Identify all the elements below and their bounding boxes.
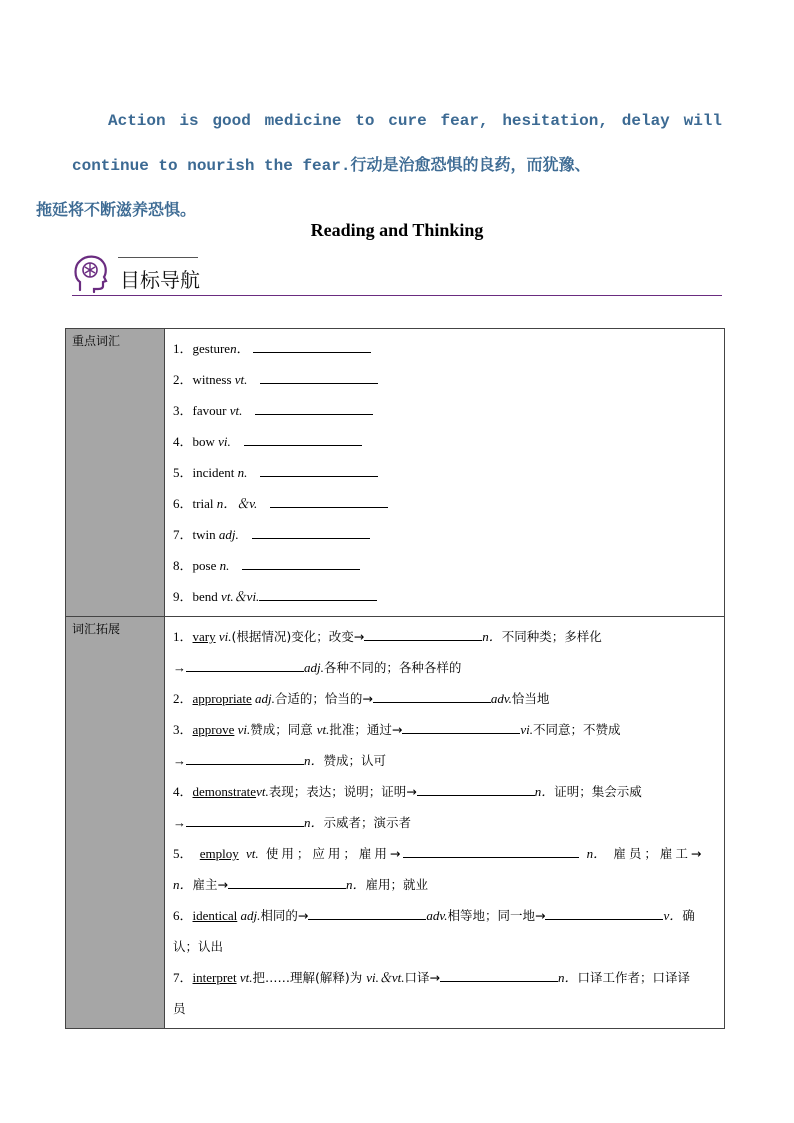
- nav-title: 目标导航: [120, 268, 200, 292]
- answer-blank[interactable]: [186, 814, 304, 827]
- list-item: 6．trial n．＆v.: [173, 488, 716, 519]
- header-rule: [72, 295, 722, 296]
- answer-blank[interactable]: [186, 752, 304, 765]
- list-item: 2．appropriate adj.合适的；恰当的→ adv.恰当地: [173, 691, 550, 706]
- list-item: 9．bend vt.＆vi.: [173, 581, 716, 612]
- answer-blank[interactable]: [253, 340, 371, 353]
- list-item: 3．approve vi.赞成；同意 vt.批准；通过→ vi.不同意；不赞成: [173, 722, 621, 737]
- list-item: 1．gesturen．: [173, 333, 716, 364]
- list-item: 认；认出: [173, 939, 224, 954]
- header-bar: [118, 257, 198, 258]
- answer-blank[interactable]: [244, 433, 362, 446]
- answer-blank[interactable]: [308, 907, 426, 920]
- list-item: 5． employ vt. 使用；应用；雇用→ n． 雇员；雇工→: [173, 846, 705, 861]
- quote-line-2: will continue to nourish the fear.: [72, 112, 722, 175]
- answer-blank[interactable]: [228, 876, 346, 889]
- answer-blank[interactable]: [364, 628, 482, 641]
- vocabulary-table: [65, 328, 725, 1029]
- list-item: n．雇主→ n．雇用；就业: [173, 877, 429, 892]
- key-vocab-list: [165, 329, 725, 617]
- answer-blank[interactable]: [417, 783, 535, 796]
- quote-chinese-b: 拖延将不断滋养恐惧。: [36, 200, 197, 219]
- list-item: 1．vary vi.(根据情况)变化；改变→ n．不同种类；多样化: [173, 629, 602, 644]
- answer-blank[interactable]: [255, 402, 373, 415]
- answer-blank[interactable]: [373, 690, 491, 703]
- list-item: 5．incident n.: [173, 457, 716, 488]
- list-item: 2．witness vt.: [173, 364, 716, 395]
- answer-blank[interactable]: [402, 721, 520, 734]
- category-label: 重点词汇: [66, 329, 165, 617]
- list-item: 7．twin adj.: [173, 519, 716, 550]
- list-item: 7．interpret vt.把……理解(解释)为 vi.＆vt.口译→ n．口译工作者；口译译: [173, 970, 690, 985]
- category-label: 词汇拓展: [66, 617, 165, 1029]
- list-item: → n．示威者；演示者: [173, 815, 412, 830]
- page-title: Reading and Thinking: [310, 220, 484, 240]
- quote-chinese-a: 行动是治愈恐惧的良药，而犹豫、: [350, 155, 591, 174]
- answer-blank[interactable]: [260, 464, 378, 477]
- list-item: 4．bow vi.: [173, 426, 716, 457]
- list-item: 3．favour vt.: [173, 395, 716, 426]
- answer-blank[interactable]: [186, 659, 304, 672]
- vocab-expansion-row: [66, 617, 725, 1029]
- answer-blank[interactable]: [242, 557, 360, 570]
- list-item: → adj.各种不同的；各种各样的: [173, 660, 462, 675]
- answer-blank[interactable]: [260, 371, 378, 384]
- vocab-expansion-list: [165, 617, 725, 1029]
- list-item: 员: [173, 1001, 186, 1016]
- answer-blank[interactable]: [270, 495, 388, 508]
- quote-line-1: Action is good medicine to cure fear, hesitation, delay: [108, 112, 670, 130]
- list-item: 8．pose n.: [173, 550, 716, 581]
- motto-quote: [36, 100, 722, 233]
- list-item: → n．赞成；认可: [173, 753, 387, 768]
- answer-blank[interactable]: [403, 845, 579, 858]
- section-header: [72, 254, 722, 296]
- answer-blank[interactable]: [259, 588, 377, 601]
- list-item: 4．demonstratevt.表现；表达；说明；证明→ n．证明；集会示威: [173, 784, 642, 799]
- answer-blank[interactable]: [545, 907, 663, 920]
- list-item: 6．identical adj.相同的→ adv.相等地；同一地→ v．确: [173, 908, 695, 923]
- answer-blank[interactable]: [252, 526, 370, 539]
- brain-head-icon: [72, 254, 110, 294]
- key-vocab-row: [66, 329, 725, 617]
- answer-blank[interactable]: [440, 969, 558, 982]
